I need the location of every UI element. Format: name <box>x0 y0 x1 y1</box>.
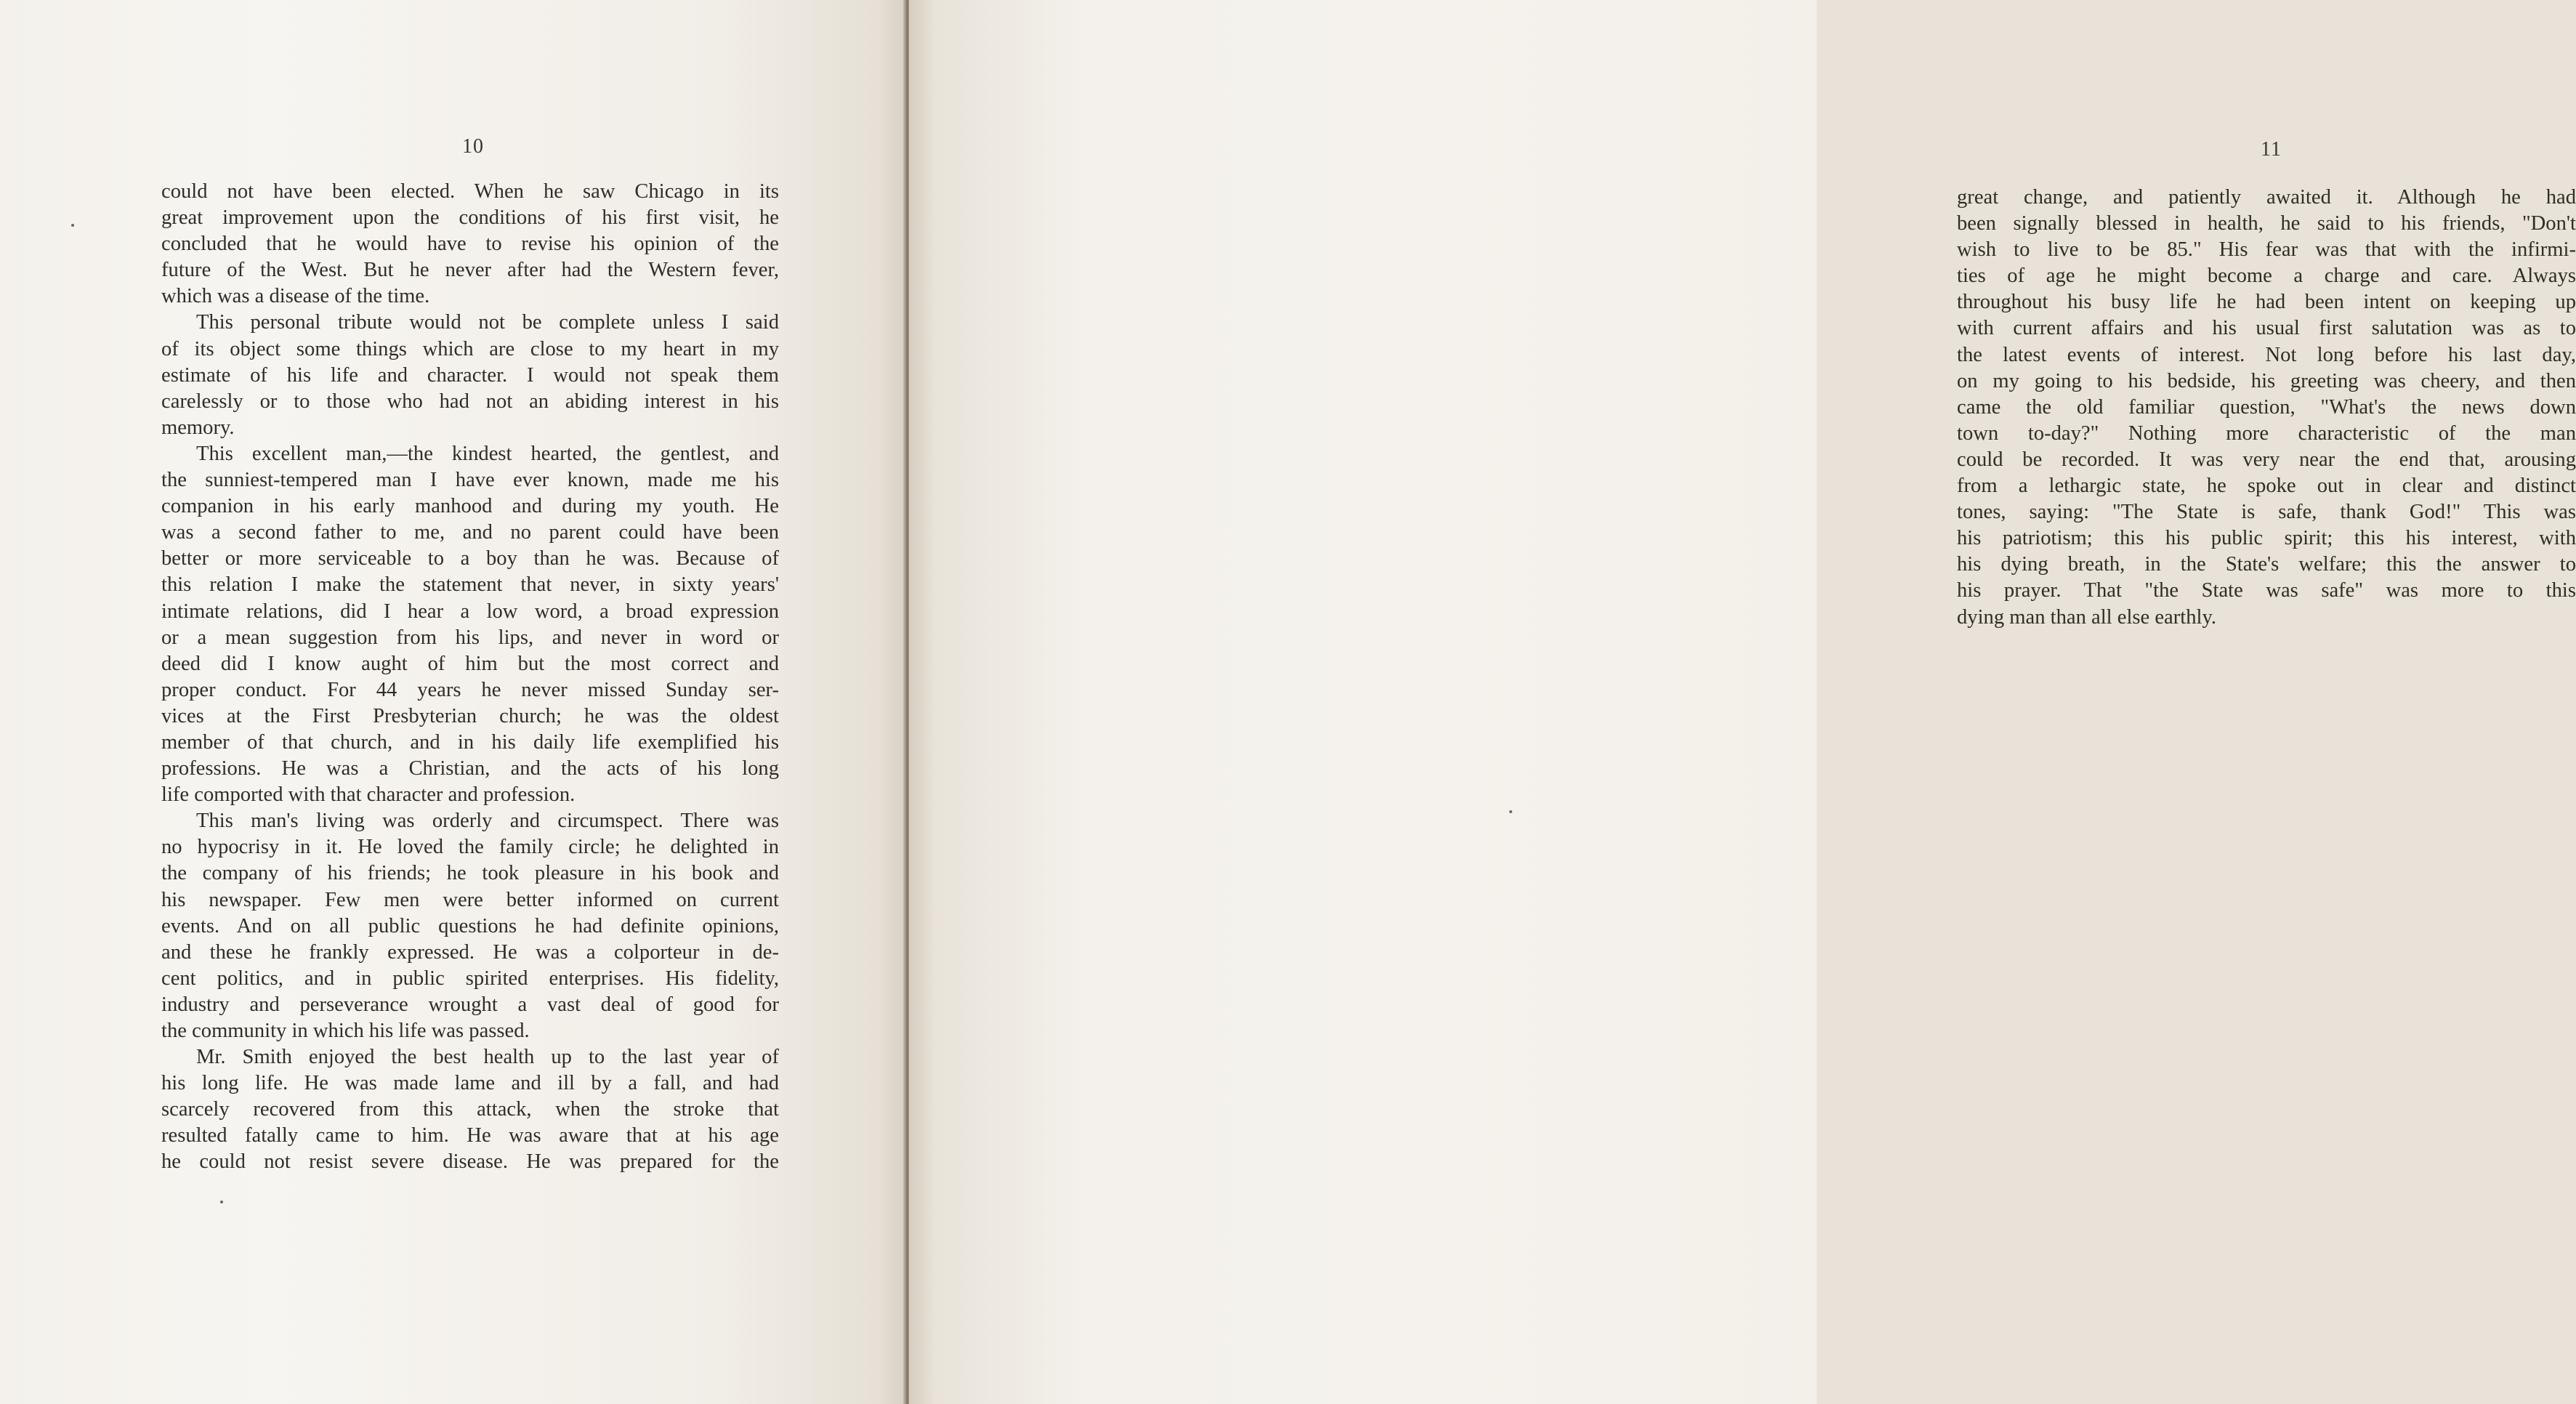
text-line: the latest events of interest. Not long before his last day, <box>1957 343 2576 366</box>
text-line: this relation I make the statement that never, in sixty years' <box>161 573 779 597</box>
text-line: proper conduct. For 44 years he never missed Sunday ser- <box>161 678 779 701</box>
text-line: Mr. Smith enjoyed the best health up to the last year of <box>196 1046 779 1069</box>
left-page <box>0 0 905 1404</box>
text-line: came the old familiar question, "What's the news down <box>1957 395 2576 419</box>
text-line: This personal tribute would not be complete unless I said <box>196 311 779 334</box>
text-line: with current affairs and his usual first salutation was as to <box>1957 317 2576 340</box>
text-line: was a second father to me, and no parent could have been <box>161 521 779 544</box>
text-line: throughout his busy life he had been intent on keeping up <box>1957 291 2576 314</box>
text-line: he could not resist severe disease. He was prepared for the <box>161 1150 779 1174</box>
paper-speck <box>220 1201 223 1203</box>
text-line: resulted fatally came to him. He was aware that at his age <box>161 1124 779 1147</box>
text-line: better or more serviceable to a boy than he was. Because of <box>161 547 779 570</box>
right-page-text <box>1957 185 2576 631</box>
right-page <box>909 0 2576 1404</box>
text-line: member of that church, and in his daily life exemplified his <box>161 730 779 754</box>
text-line: and these he frankly expressed. He was a colporteur in de- <box>161 940 779 964</box>
text-line: could not have been elected. When he saw Chicago in its <box>161 180 779 203</box>
text-line: wish to live to be 85." His fear was that with the infirmi- <box>1957 238 2576 262</box>
text-line: could be recorded. It was very near the end that, arousing <box>1957 448 2576 471</box>
text-line: great change, and patiently awaited it. Although he had <box>1957 186 2576 209</box>
paper-speck <box>71 224 74 227</box>
text-line: his newspaper. Few men were better informed on current <box>161 888 779 911</box>
text-line: tones, saying: "The State is safe, thank God!" This was <box>1957 501 2576 524</box>
text-line: This excellent man,—the kindest hearted, the gentlest, and <box>196 442 779 465</box>
page-number-left: 10 <box>462 135 484 158</box>
text-line: memory. <box>161 416 235 439</box>
page-number-right: 11 <box>2261 138 2282 161</box>
text-line: the company of his friends; he took pleasure in his book and <box>161 862 779 885</box>
text-line: his patriotism; this his public spirit; this his interest, with <box>1957 527 2576 550</box>
text-line: estimate of his life and character. I would not speak them <box>161 363 779 387</box>
text-line: carelessly or to those who had not an abiding interest in his <box>161 390 779 413</box>
text-line: ties of age he might become a charge and care. Always <box>1957 265 2576 288</box>
paper-speck <box>1509 810 1512 813</box>
text-line: future of the West. But he never after had the Western fever, <box>161 259 779 282</box>
text-line: no hypocrisy in it. He loved the family circle; he delighted in <box>161 836 779 859</box>
text-line: intimate relations, did I hear a low word, a broad expression <box>161 600 779 623</box>
text-line: been signally blessed in health, he said to his friends, "Don't <box>1957 212 2576 235</box>
text-line: great improvement upon the conditions of his first visit, he <box>161 206 779 230</box>
text-line: vices at the First Presbyterian church; he was the oldest <box>161 704 779 727</box>
text-line: his dying breath, in the State's welfare; this the answer to <box>1957 553 2576 576</box>
text-line: scarcely recovered from this attack, when the stroke that <box>161 1098 779 1121</box>
text-line: the community in which his life was passed. <box>161 1020 530 1042</box>
text-line: his prayer. That "the State was safe" was more to this <box>1957 579 2576 602</box>
text-line: from a lethargic state, he spoke out in clear and distinct <box>1957 475 2576 498</box>
text-line: town to-day?" Nothing more characteristic of the man <box>1957 421 2576 445</box>
text-line: This man's living was orderly and circumspect. There was <box>196 810 779 833</box>
text-line: events. And on all public questions he had definite opinions, <box>161 914 779 937</box>
text-line: his long life. He was made lame and ill by a fall, and had <box>161 1072 779 1095</box>
text-line: of its object some things which are close to my heart in my <box>161 337 779 360</box>
text-line: life comported with that character and profession. <box>161 783 576 807</box>
text-line: professions. He was a Christian, and the acts of his long <box>161 757 779 780</box>
text-line: which was a disease of the time. <box>161 285 430 308</box>
text-line: or a mean suggestion from his lips, and never in word or <box>161 626 779 649</box>
text-line: industry and perseverance wrought a vast deal of good for <box>161 993 779 1016</box>
text-line: the sunniest-tempered man I have ever known, made me his <box>161 469 779 492</box>
text-line: cent politics, and in public spirited enterprises. His fidelity, <box>161 967 779 990</box>
text-line: dying man than all else earthly. <box>1957 605 2217 629</box>
text-line: companion in his early manhood and during my youth. He <box>161 495 779 518</box>
text-line: concluded that he would have to revise his opinion of the <box>161 233 779 256</box>
text-line: on my going to his bedside, his greeting was cheery, and then <box>1957 369 2576 392</box>
left-page-text <box>161 179 779 1176</box>
text-line: deed did I know aught of him but the most correct and <box>161 652 779 675</box>
